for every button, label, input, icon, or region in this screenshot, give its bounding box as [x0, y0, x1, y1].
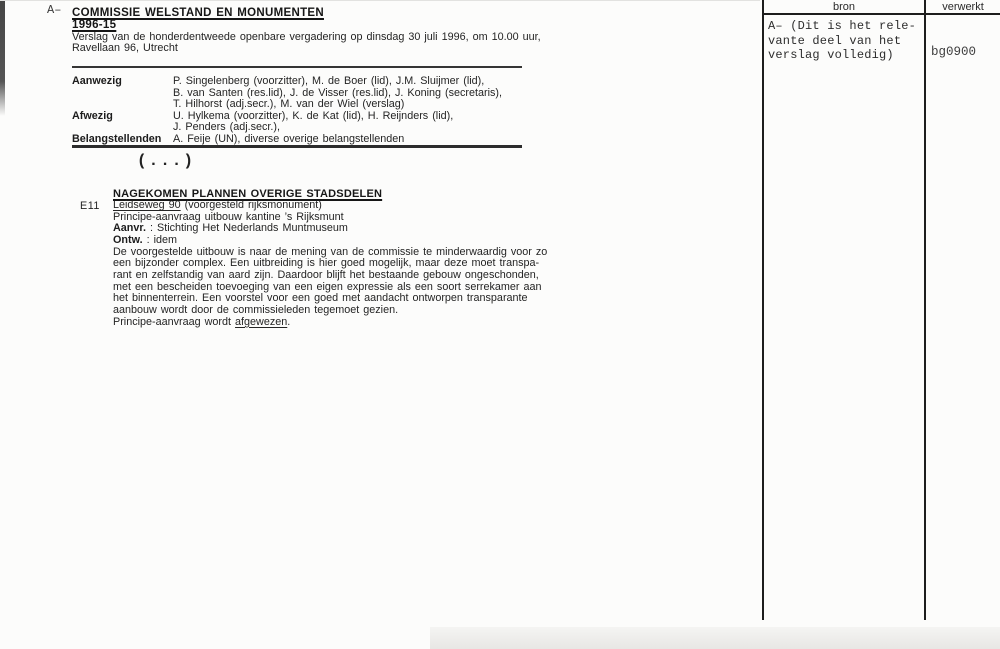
attendance-label-belangstellenden: Belangstellenden — [72, 132, 162, 145]
typewriter-note-line: vante deel van het — [768, 33, 902, 48]
attendance-label-afwezig: Afwezig — [72, 109, 113, 122]
body-line: een bijzonder complex. Een uitbreiding is hier goed mogelijk, maar deze moet transpa- — [113, 257, 540, 270]
meeting-description-line2: Ravellaan 96, Utrecht — [72, 42, 178, 54]
attendance-names-afwezig — [173, 111, 502, 134]
register-header-bron: bron — [832, 1, 856, 13]
verwerkt-code: bg0900 — [931, 45, 977, 59]
register-header-rule — [762, 13, 1000, 15]
attendance-line: U. Hylkema (voorzitter), K. de Kat (lid), H. Reijnders (lid), — [173, 109, 454, 122]
applicant-value: : Stichting Het Nederlands Muntmuseum — [146, 222, 348, 235]
attendance-line: B. van Santen (res.lid), J. de Visser (res.lid), J. Koning (secretaris), — [173, 86, 503, 99]
request-line: Principe-aanvraag uitbouw kantine ’s Rijksmunt — [113, 210, 344, 223]
designer-value: : idem — [142, 233, 177, 246]
address-suffix: (voorgesteld rijksmonument) — [180, 199, 322, 211]
attendance-names-aanwezig — [173, 76, 502, 111]
attendance-line: A. Feije (UN), diverse overige belangstellenden — [173, 132, 405, 145]
attendance-line: T. Hilhorst (adj.secr.), M. van der Wiel (verslag) — [173, 98, 405, 111]
verdict-word: afgewezen — [235, 315, 288, 328]
body-line: rant en zelfstandig van aard zijn. Daardoor blijft het bestaande gebouw ongeschonden, — [113, 268, 539, 281]
body-line: het binnenterrein. Een voorstel voor een goed met aandacht ontworpen transparante — [113, 292, 528, 305]
agenda-item-code: E11 — [80, 200, 100, 212]
address-line — [113, 200, 547, 212]
typewriter-note-line: verslag volledig) — [768, 48, 894, 63]
scan-top-edge — [0, 0, 760, 1]
scan-bottom-shadow — [430, 627, 1000, 649]
margin-marker-a: A– — [47, 3, 62, 17]
body-line: De voorgestelde uitbouw is naar de mening van de commissie te minderwaardig voor zo — [113, 245, 548, 258]
register-column-line-right — [924, 0, 926, 620]
applicant-label: Aanvr. — [113, 222, 147, 235]
divider-top — [72, 66, 522, 68]
designer-line — [113, 235, 547, 247]
typewriter-note-line: A– (Dit is het rele- — [768, 19, 917, 33]
divider-attendance-bottom — [72, 145, 522, 148]
body-line: aanbouw wordt door de commissieleden tegemoet gezien. — [113, 303, 399, 316]
attendance-label-aanwezig: Aanwezig — [72, 75, 122, 87]
attendance-line: J. Penders (adj.secr.), — [173, 121, 281, 134]
register-header-verwerkt: verwerkt — [942, 1, 984, 13]
address: Leidseweg 90 — [113, 199, 181, 211]
register-column-line-left — [762, 0, 764, 620]
typewriter-note — [768, 19, 916, 63]
agenda-item-body — [113, 200, 547, 328]
meeting-description-line1: Verslag van de honderdentweede openbare vergadering op dinsdag 30 juli 1996, om 10.00 uur, — [72, 31, 541, 43]
designer-label: Ontw. — [113, 233, 143, 246]
verdict-prefix: Principe-aanvraag wordt — [113, 315, 236, 328]
body-line: met een bescheiden toevoeging van een eigen expressie als een soort serrekamer aan — [113, 280, 542, 293]
attendance-line: P. Singelenberg (voorzitter), M. de Boer (lid), J.M. Sluijmer (lid), — [173, 75, 485, 87]
verdict-period: . — [287, 315, 291, 328]
applicant-line — [113, 223, 547, 235]
section-heading: NAGEKOMEN PLANNEN OVERIGE STADSDELEN — [113, 188, 383, 200]
omission-ellipsis: (...) — [137, 152, 196, 170]
document-number: 1996-15 — [72, 19, 117, 31]
page-title: COMMISSIE WELSTAND EN MONUMENTEN — [72, 7, 324, 19]
attendance-names-belangstellenden — [173, 134, 502, 146]
attendance-list — [72, 76, 502, 146]
scan-edge-shadow — [0, 0, 5, 116]
verdict-line — [113, 317, 547, 329]
